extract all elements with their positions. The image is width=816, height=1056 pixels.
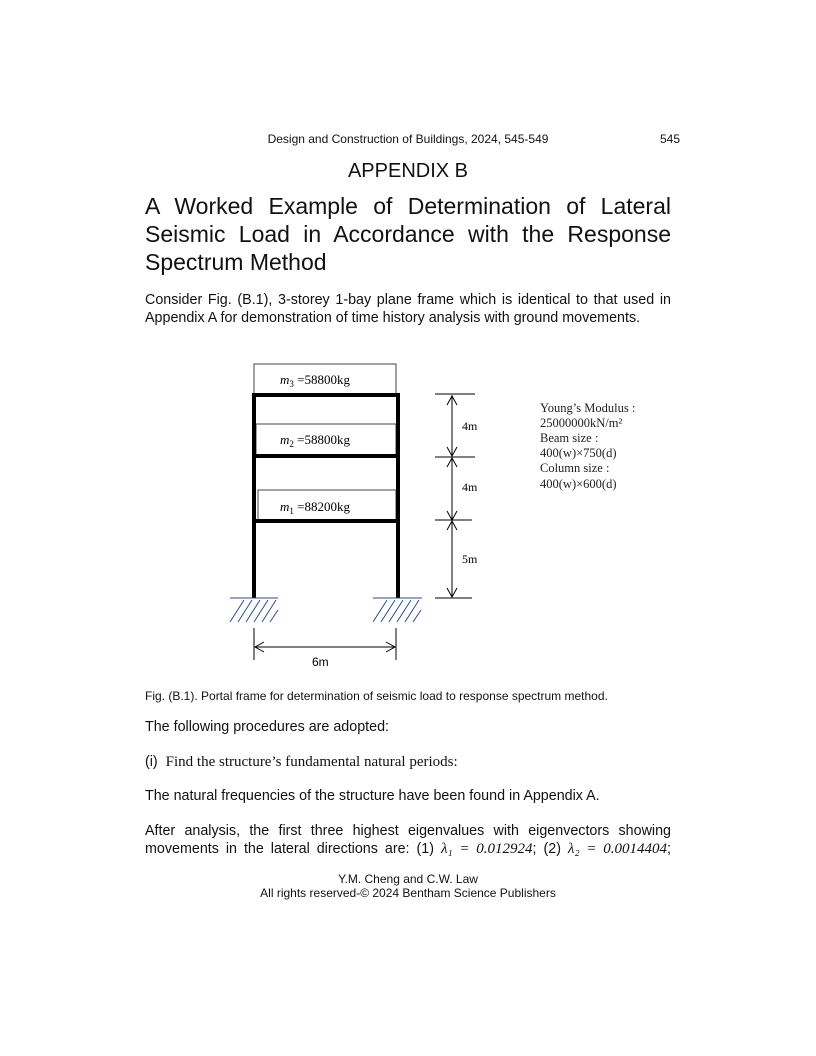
text-line: movements in the lateral directions are: (1) λ₁ = 0.012924; (2) λ₂ = 0.0014404; [145,841,671,857]
frequencies-text: The natural frequencies of the structure have been found in Appendix A. [145,788,600,804]
procedures-text: The following procedures are adopted: [145,719,389,735]
mass-label-m1: $m_1 =88200kg$ [280,499,350,516]
footer-authors: Y.M. Cheng and C.W. Law [338,872,478,886]
text-line: Consider Fig. (B.1), 3-storey 1-bay plane frame which is identical to that used in [145,292,671,308]
fixed-support-hatching [230,598,422,622]
step-marker: (i) [145,754,158,770]
height-label: 4m [462,419,478,433]
appendix-label: APPENDIX B [347,160,469,182]
mass-label-m3: $m_3 =58800kg$ [280,372,350,389]
property-line: Column size : [540,461,610,475]
frame [252,394,400,598]
material-properties [540,401,635,491]
height-label: 4m [462,480,478,494]
text-line: After analysis, the first three highest eigenvalues with eigenvectors showing [145,823,671,839]
step-text: Find the structure’s fundamental natural periods: [165,754,458,770]
title-line: Spectrum Method [145,249,327,275]
property-line: Young’s Modulus : [540,401,636,415]
mass-label-m2: $m_2 =58800kg$ [280,432,350,449]
property-line: 400(w)×600(d) [540,477,617,491]
footer-rights: All rights reserved-© 2024 Bentham Science Publishers [260,886,556,900]
step-heading [145,754,458,771]
text-line: Appendix A for demonstration of time history analysis with ground movements. [145,310,641,326]
title-line: A Worked Example of Determination of Lateral [145,193,671,219]
footer [0,872,816,900]
title-line: Seismic Load in Accordance with the Response [145,221,671,247]
page-number: 545 [660,132,681,146]
span-label: 6m [312,655,329,669]
lambda-1: λ₁ = 0.012924 [440,841,533,857]
height-label: 5m [462,552,478,566]
figure-caption: Fig. (B.1). Portal frame for determination of seismic load to response spectrum method. [145,689,608,703]
eigenvalue-paragraph [145,822,671,858]
property-line: 25000000kN/m² [540,416,623,430]
running-header: Design and Construction of Buildings, 2024, 545-549 [267,132,549,146]
property-line: 400(w)×750(d) [540,446,617,460]
lambda-2: λ₂ = 0.0014404 [567,841,668,857]
property-line: Beam size : [540,431,599,445]
